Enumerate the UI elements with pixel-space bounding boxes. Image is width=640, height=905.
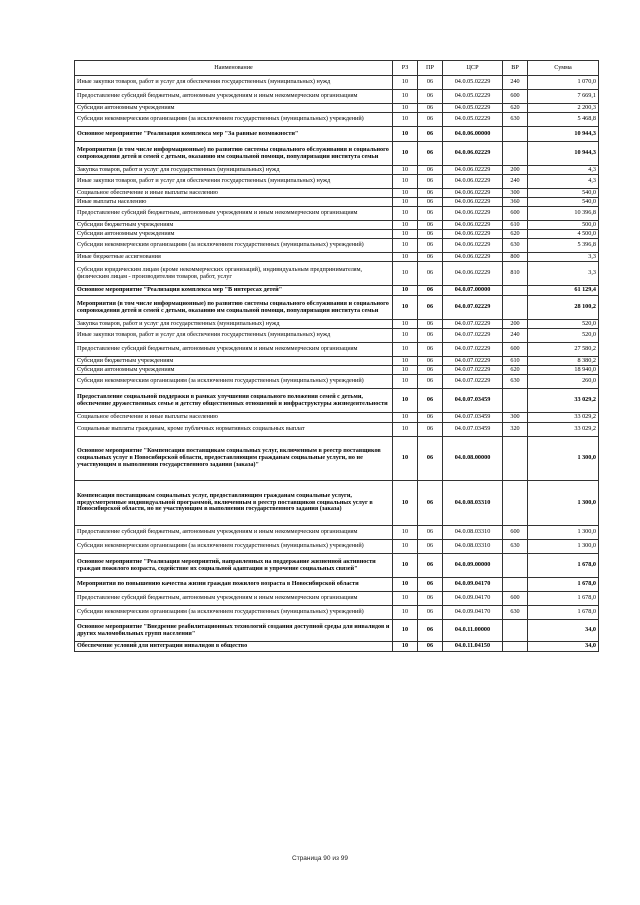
table-row [75,366,599,375]
cell-pr: 06 [418,366,443,375]
table-row [75,413,599,423]
cell-sum: 1 678,0 [528,592,599,606]
cell-csr: 04.0.06.02229 [443,166,503,175]
cell-vr: 630 [503,540,528,554]
table-row [75,230,599,239]
cell-csr: 04.0.07.03459 [443,413,503,423]
cell-name: Мероприятия (в том числе информационные) по развитию системы социального обслуживания и социального сопровождения детей и семей с детьми, оказанию им социальной помощи, популяризации института семьи [75,296,393,320]
cell-vr: 600 [503,343,528,357]
table-row [75,221,599,230]
cell-name: Мероприятия по повышению качества жизни граждан пожилого возраста в Новосибирской области [75,578,393,592]
table-row [75,90,599,104]
cell-rz: 10 [393,198,418,207]
cell-rz: 10 [393,526,418,540]
cell-csr: 04.0.06.00000 [443,127,503,142]
cell-sum: 10 944,3 [528,127,599,142]
table-row [75,198,599,207]
cell-pr: 06 [418,540,443,554]
cell-csr: 04.0.05.02229 [443,76,503,90]
cell-sum: 28 100,2 [528,296,599,320]
cell-name: Мероприятия (в том числе информационные) по развитию системы социального обслуживания и социального сопровождения детей и семей с детьми, оказанию им социальной помощи, популяризации института семьи [75,142,393,166]
cell-name: Предоставление субсидий бюджетным, автономным учреждениям и иным некоммерческим организациям [75,343,393,357]
cell-sum: 61 129,4 [528,286,599,296]
cell-pr: 06 [418,357,443,366]
table-row [75,253,599,262]
cell-vr: 600 [503,592,528,606]
cell-csr: 04.0.08.03310 [443,526,503,540]
cell-rz: 10 [393,592,418,606]
cell-name: Основное мероприятие "Реализация мероприятий, направленных на поддержание жизненной активности граждан пожилого возраста, содействие их социальной адаптации и упрочение социальных связей" [75,554,393,578]
cell-rz: 10 [393,620,418,642]
cell-pr: 06 [418,329,443,343]
cell-name: Предоставление субсидий бюджетным, автономным учреждениям и иным некоммерческим организациям [75,90,393,104]
table-row [75,343,599,357]
cell-name: Субсидии некоммерческим организациям (за исключением государственных (муниципальных) учреждений) [75,540,393,554]
cell-csr: 04.0.06.02229 [443,239,503,253]
cell-sum: 1 678,0 [528,606,599,620]
cell-vr [503,642,528,652]
cell-rz: 10 [393,189,418,198]
cell-name: Субсидии автономным учреждениям [75,366,393,375]
cell-sum: 1 300,0 [528,481,599,526]
cell-csr: 04.0.06.02229 [443,142,503,166]
cell-name: Социальное обеспечение и иные выплаты населению [75,413,393,423]
cell-pr: 06 [418,320,443,329]
cell-sum: 4 500,0 [528,230,599,239]
cell-vr: 240 [503,175,528,189]
cell-sum: 33 029,2 [528,413,599,423]
cell-rz: 10 [393,540,418,554]
cell-vr: 200 [503,166,528,175]
table-row [75,540,599,554]
cell-csr: 04.0.09.04170 [443,592,503,606]
table-row [75,554,599,578]
cell-csr: 04.0.05.02229 [443,90,503,104]
cell-name: Субсидии юридическим лицам (кроме некоммерческих организаций), индивидуальным предпринимателям, физическим лицам - производителям товаров, работ, услуг [75,262,393,286]
table-row [75,481,599,526]
cell-vr: 200 [503,320,528,329]
cell-vr [503,620,528,642]
cell-sum: 27 580,2 [528,343,599,357]
table-row [75,592,599,606]
cell-pr: 06 [418,127,443,142]
cell-pr: 06 [418,606,443,620]
table-row [75,104,599,113]
cell-rz: 10 [393,175,418,189]
cell-sum: 540,0 [528,198,599,207]
cell-rz: 10 [393,343,418,357]
col-header-rz: РЗ [393,61,418,76]
cell-csr: 04.0.09.00000 [443,554,503,578]
cell-rz: 10 [393,286,418,296]
table-row [75,127,599,142]
cell-csr: 04.0.06.02229 [443,262,503,286]
cell-sum: 3,3 [528,253,599,262]
cell-csr: 04.0.08.00000 [443,437,503,481]
cell-vr: 810 [503,262,528,286]
cell-pr: 06 [418,189,443,198]
cell-rz: 10 [393,207,418,221]
cell-name: Социальные выплаты гражданам, кроме публичных нормативных социальных выплат [75,423,393,437]
cell-sum: 10 944,3 [528,142,599,166]
cell-csr: 04.0.09.04170 [443,606,503,620]
cell-pr: 06 [418,262,443,286]
cell-rz: 10 [393,413,418,423]
cell-vr: 620 [503,230,528,239]
cell-pr: 06 [418,296,443,320]
cell-pr: 06 [418,253,443,262]
cell-csr: 04.0.06.02229 [443,198,503,207]
cell-sum: 1 678,0 [528,578,599,592]
cell-vr [503,127,528,142]
cell-sum: 33 029,2 [528,389,599,413]
table-row [75,620,599,642]
cell-pr: 06 [418,239,443,253]
cell-rz: 10 [393,329,418,343]
cell-rz: 10 [393,578,418,592]
table-row [75,375,599,389]
cell-sum: 1 300,0 [528,437,599,481]
cell-pr: 06 [418,175,443,189]
cell-pr: 06 [418,198,443,207]
cell-pr: 06 [418,423,443,437]
col-header-pr: ПР [418,61,443,76]
cell-csr: 04.0.05.02229 [443,113,503,127]
cell-pr: 06 [418,166,443,175]
cell-rz: 10 [393,104,418,113]
cell-rz: 10 [393,320,418,329]
table-row [75,357,599,366]
cell-rz: 10 [393,142,418,166]
cell-csr: 04.0.07.02229 [443,357,503,366]
cell-sum: 1 678,0 [528,554,599,578]
cell-sum: 1 300,0 [528,540,599,554]
table-row [75,320,599,329]
cell-csr: 04.0.07.03459 [443,389,503,413]
cell-rz: 10 [393,375,418,389]
cell-sum: 4,3 [528,175,599,189]
cell-vr [503,142,528,166]
cell-name: Субсидии автономным учреждениям [75,230,393,239]
cell-vr [503,554,528,578]
cell-sum: 3,3 [528,262,599,286]
cell-csr: 04.0.06.02229 [443,175,503,189]
cell-vr: 300 [503,189,528,198]
cell-pr: 06 [418,104,443,113]
cell-vr [503,296,528,320]
cell-csr: 04.0.07.02229 [443,296,503,320]
cell-vr: 600 [503,207,528,221]
cell-vr [503,481,528,526]
cell-name: Основное мероприятие "Внедрение реабилитационных технологий создания доступной среды для инвалидов и других маломобильных групп населения" [75,620,393,642]
cell-name: Субсидии некоммерческим организациям (за исключением государственных (муниципальных) учреждений) [75,239,393,253]
cell-rz: 10 [393,366,418,375]
cell-csr: 04.0.06.02229 [443,253,503,262]
cell-csr: 04.0.07.03459 [443,423,503,437]
cell-pr: 06 [418,90,443,104]
cell-sum: 33 029,2 [528,423,599,437]
cell-pr: 06 [418,554,443,578]
cell-rz: 10 [393,262,418,286]
table-row [75,642,599,652]
cell-vr: 300 [503,413,528,423]
cell-sum: 10 396,8 [528,207,599,221]
cell-vr [503,437,528,481]
cell-rz: 10 [393,221,418,230]
cell-vr: 600 [503,526,528,540]
cell-sum: 2 200,3 [528,104,599,113]
cell-pr: 06 [418,592,443,606]
col-header-vr: ВР [503,61,528,76]
cell-vr: 240 [503,329,528,343]
cell-name: Основное мероприятие "Реализация комплекса мер "В интересах детей" [75,286,393,296]
cell-rz: 10 [393,230,418,239]
table-row [75,423,599,437]
col-header-sum: Сумма [528,61,599,76]
cell-name: Субсидии некоммерческим организациям (за исключением государственных (муниципальных) учреждений) [75,606,393,620]
cell-rz: 10 [393,76,418,90]
cell-vr [503,286,528,296]
cell-csr: 04.0.08.03310 [443,540,503,554]
table-body [75,76,599,652]
cell-rz: 10 [393,296,418,320]
cell-rz: 10 [393,554,418,578]
cell-sum: 5 468,8 [528,113,599,127]
cell-pr: 06 [418,207,443,221]
cell-sum: 500,0 [528,221,599,230]
cell-rz: 10 [393,389,418,413]
cell-pr: 06 [418,221,443,230]
cell-name: Субсидии бюджетным учреждениям [75,221,393,230]
cell-vr: 620 [503,366,528,375]
cell-vr: 610 [503,221,528,230]
cell-vr [503,578,528,592]
table-row [75,286,599,296]
cell-vr [503,389,528,413]
cell-name: Субсидии бюджетным учреждениям [75,357,393,366]
cell-csr: 04.0.07.02229 [443,375,503,389]
cell-sum: 7 669,1 [528,90,599,104]
table-row [75,526,599,540]
cell-pr: 06 [418,620,443,642]
page-number-footer: Страница 90 из 99 [292,855,348,862]
cell-pr: 06 [418,413,443,423]
cell-rz: 10 [393,90,418,104]
table-row [75,175,599,189]
table-row [75,329,599,343]
cell-vr: 240 [503,76,528,90]
cell-name: Обеспечение условий для интеграции инвалидов в общество [75,642,393,652]
cell-pr: 06 [418,578,443,592]
cell-pr: 06 [418,437,443,481]
cell-sum: 1 300,0 [528,526,599,540]
cell-vr: 630 [503,375,528,389]
cell-name: Иные закупки товаров, работ и услуг для обеспечения государственных (муниципальных) нужд [75,76,393,90]
cell-name: Предоставление субсидий бюджетным, автономным учреждениям и иным некоммерческим организациям [75,526,393,540]
table-row [75,189,599,198]
cell-sum: 18 940,0 [528,366,599,375]
cell-name: Иные выплаты населению [75,198,393,207]
cell-name: Иные закупки товаров, работ и услуг для обеспечения государственных (муниципальных) нужд [75,175,393,189]
cell-pr: 06 [418,375,443,389]
cell-vr: 630 [503,606,528,620]
cell-rz: 10 [393,606,418,620]
cell-csr: 04.0.11.00000 [443,620,503,642]
cell-vr: 800 [503,253,528,262]
cell-rz: 10 [393,481,418,526]
cell-pr: 06 [418,113,443,127]
cell-rz: 10 [393,357,418,366]
cell-pr: 06 [418,286,443,296]
cell-name: Предоставление субсидий бюджетным, автономным учреждениям и иным некоммерческим организациям [75,592,393,606]
cell-name: Закупка товаров, работ и услуг для государственных (муниципальных) нужд [75,166,393,175]
table-row [75,437,599,481]
cell-csr: 04.0.07.02229 [443,329,503,343]
cell-sum: 4,3 [528,166,599,175]
cell-rz: 10 [393,127,418,142]
cell-name: Предоставление социальной поддержки в рамках улучшения социального положения семей с детьми, обеспечение дружественных семье и детству общественных отношений и инфраструктуры жизнедеятельности [75,389,393,413]
cell-pr: 06 [418,389,443,413]
cell-pr: 06 [418,76,443,90]
cell-csr: 04.0.06.02229 [443,189,503,198]
cell-name: Иные закупки товаров, работ и услуг для обеспечения государственных (муниципальных) нужд [75,329,393,343]
budget-table [74,60,599,652]
cell-sum: 540,0 [528,189,599,198]
cell-csr: 04.0.11.04150 [443,642,503,652]
cell-name: Основное мероприятие "Компенсация поставщикам социальных услуг, включенным в реестр поставщиков социальных услуг в Новосибирской области, предоставляющим гражданам социальные услуги, но не участвующим в выполнении государственного задания (заказа)" [75,437,393,481]
table-row [75,207,599,221]
cell-sum: 1 070,0 [528,76,599,90]
cell-sum: 34,0 [528,642,599,652]
cell-pr: 06 [418,142,443,166]
cell-rz: 10 [393,437,418,481]
table-row [75,142,599,166]
table-row [75,578,599,592]
cell-csr: 04.0.07.02229 [443,320,503,329]
cell-sum: 5 396,8 [528,239,599,253]
table-row [75,113,599,127]
cell-name: Компенсация поставщикам социальных услуг, предоставляющим гражданам социальные услуги, предусмотренные индивидуальной программой, включенным в реестр поставщиков социальных услуг в Новосибирской области, но не участвующим в выполнении государственного задания (заказа) [75,481,393,526]
cell-csr: 04.0.08.03310 [443,481,503,526]
table-row [75,389,599,413]
table-row [75,166,599,175]
cell-vr: 630 [503,113,528,127]
cell-vr: 360 [503,198,528,207]
cell-vr: 320 [503,423,528,437]
cell-vr: 630 [503,239,528,253]
cell-sum: 520,0 [528,320,599,329]
cell-csr: 04.0.07.00000 [443,286,503,296]
cell-sum: 34,0 [528,620,599,642]
col-header-csr: ЦСР [443,61,503,76]
col-header-name: Наименование [75,61,393,76]
cell-name: Иные бюджетные ассигнования [75,253,393,262]
table-row [75,262,599,286]
table-row [75,606,599,620]
cell-name: Субсидии некоммерческим организациям (за исключением государственных (муниципальных) учреждений) [75,375,393,389]
cell-vr: 600 [503,90,528,104]
cell-rz: 10 [393,253,418,262]
table-header-row [75,61,599,76]
cell-sum: 8 380,2 [528,357,599,366]
cell-name: Социальное обеспечение и иные выплаты населению [75,189,393,198]
cell-pr: 06 [418,526,443,540]
cell-pr: 06 [418,642,443,652]
cell-name: Основное мероприятие "Реализация комплекса мер "За равные возможности" [75,127,393,142]
cell-rz: 10 [393,239,418,253]
cell-name: Предоставление субсидий бюджетным, автономным учреждениям и иным некоммерческим организациям [75,207,393,221]
cell-csr: 04.0.09.04170 [443,578,503,592]
cell-csr: 04.0.06.02229 [443,221,503,230]
cell-pr: 06 [418,230,443,239]
cell-vr: 620 [503,104,528,113]
cell-name: Субсидии некоммерческим организациям (за исключением государственных (муниципальных) учреждений) [75,113,393,127]
table-row [75,239,599,253]
cell-csr: 04.0.06.02229 [443,207,503,221]
cell-sum: 260,0 [528,375,599,389]
table-row [75,296,599,320]
cell-csr: 04.0.07.02229 [443,366,503,375]
cell-name: Субсидии автономным учреждениям [75,104,393,113]
cell-csr: 04.0.06.02229 [443,230,503,239]
cell-rz: 10 [393,113,418,127]
cell-rz: 10 [393,423,418,437]
cell-sum: 520,0 [528,329,599,343]
cell-vr: 610 [503,357,528,366]
cell-csr: 04.0.05.02229 [443,104,503,113]
cell-rz: 10 [393,166,418,175]
cell-pr: 06 [418,343,443,357]
cell-rz: 10 [393,642,418,652]
cell-csr: 04.0.07.02229 [443,343,503,357]
cell-name: Закупка товаров, работ и услуг для государственных (муниципальных) нужд [75,320,393,329]
cell-pr: 06 [418,481,443,526]
table-row [75,76,599,90]
